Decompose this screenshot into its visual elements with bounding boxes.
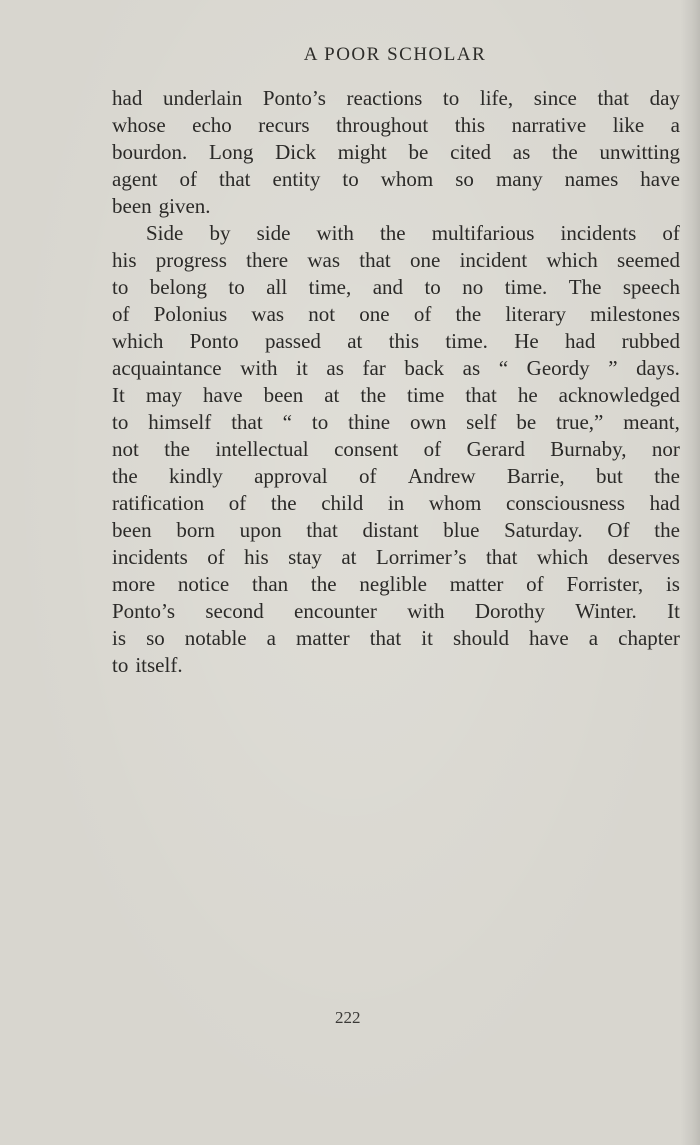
text-line: not the intellectual consent of Gerard Burnaby, nor bbox=[112, 437, 680, 461]
text-line: Side by side with the multifarious incidents of bbox=[146, 221, 680, 245]
text-line: incidents of his stay at Lorrimer’s that which deserves bbox=[112, 545, 680, 569]
text-line: bourdon. Long Dick might be cited as the unwitting bbox=[112, 140, 680, 164]
running-head: A POOR SCHOLAR bbox=[303, 44, 487, 65]
text-line: acquaintance with it as far back as “ Geordy ” days. bbox=[112, 356, 680, 380]
text-line: is so notable a matter that it should have a chapter bbox=[112, 626, 680, 650]
text-line: to himself that “ to thine own self be true,” meant, bbox=[112, 410, 680, 434]
text-line: of Polonius was not one of the literary milestones bbox=[112, 302, 680, 326]
text-line: more notice than the neglible matter of Forrister, is bbox=[112, 572, 680, 596]
text-line: which Ponto passed at this time. He had rubbed bbox=[112, 329, 680, 353]
text-line: to belong to all time, and to no time. The speech bbox=[112, 275, 680, 299]
text-line: his progress there was that one incident which seemed bbox=[112, 248, 680, 272]
page-number: 222 bbox=[335, 1008, 361, 1027]
text-line: been given. bbox=[112, 194, 211, 218]
text-line: been born upon that distant blue Saturday. Of the bbox=[112, 518, 680, 542]
text-line: to itself. bbox=[112, 653, 183, 677]
text-line: the kindly approval of Andrew Barrie, but the bbox=[112, 464, 680, 488]
text-line: had underlain Ponto’s reactions to life, since that day bbox=[112, 86, 680, 110]
body-text bbox=[112, 85, 680, 679]
text-line: whose echo recurs throughout this narrative like a bbox=[112, 113, 680, 137]
text-line: agent of that entity to whom so many names have bbox=[112, 167, 680, 191]
text-line: ratification of the child in whom consciousness had bbox=[112, 491, 680, 515]
text-line: It may have been at the time that he acknowledged bbox=[112, 383, 680, 407]
text-line: Ponto’s second encounter with Dorothy Winter. It bbox=[112, 599, 680, 623]
